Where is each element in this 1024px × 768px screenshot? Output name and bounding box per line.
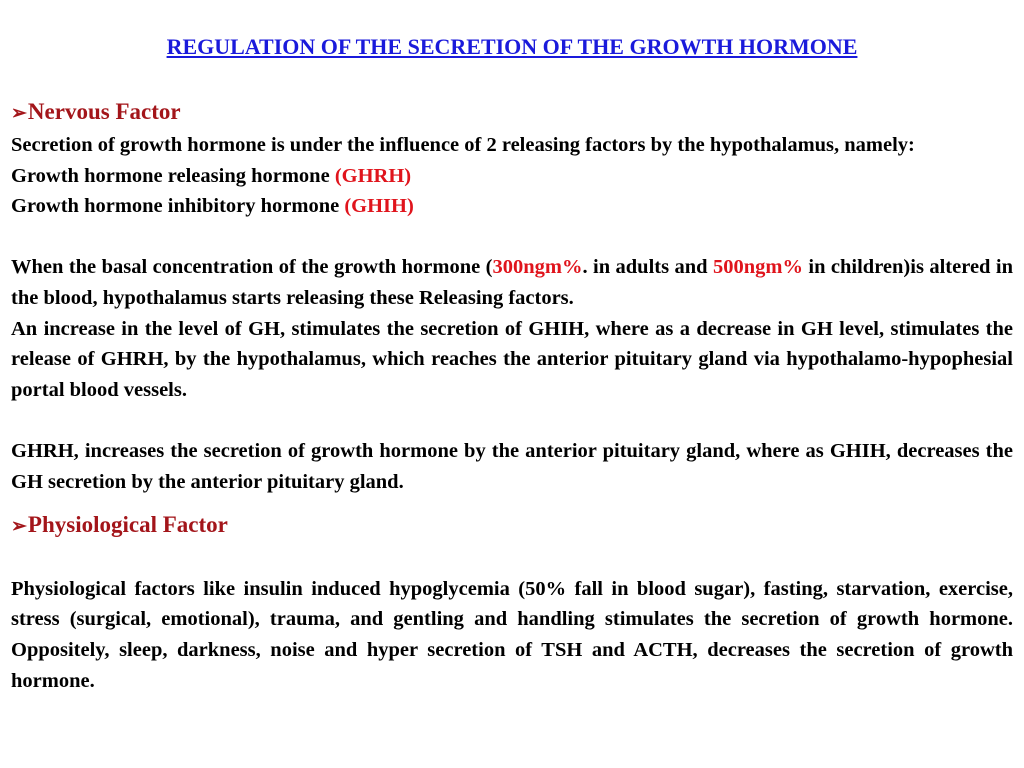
ghrh-abbreviation: (GHRH) [334,164,412,187]
nervous-paragraph-1: Secretion of growth hormone is under the influence of 2 releasing factors by the hypothalamus, namely: [11,134,915,156]
slide-title: REGULATION OF THE SECRETION OF THE GROWTH HORMONE [166,34,858,59]
spacer [11,543,1013,574]
spacer [11,497,1013,509]
physiological-factor-heading [11,509,1013,543]
para2-part-b: . in adults and [582,256,713,279]
ghih-abbreviation: (GHIH) [344,195,414,218]
spacer [11,222,1013,253]
nervous-paragraph-4: GHRH, increases the secretion of growth hormone by the anterior pituitary gland, where as GHIH, decreases the GH secretion by the anterior pituitary gland. [11,439,1013,493]
ghrh-line [11,161,1013,192]
ghrh-text: Growth hormone releasing hormone [11,164,335,187]
nervous-factor-heading-text: Nervous Factor [27,99,181,124]
adult-concentration-value: 300ngm% [492,256,583,279]
physiological-paragraph-1: Physiological factors like insulin induced hypoglycemia (50% fall in blood sugar), fasting, starvation, exercise, stress (surgical, emotional), trauma, and gentling and handling stimulates the secretion of growth hormone. Oppositely, sleep, darkness, noise and hyper secretion of TSH and ACTH, decreases the secretion of growth hormone. [11,577,1013,692]
para2-part-c: in children)is altered in the blood, hypothalamus starts releasing these Releasing factors. [11,256,1013,309]
para2-part-a: When the basal concentration of the growth hormone ( [11,256,493,279]
physiological-factor-heading-text: Physiological Factor [27,512,228,538]
nervous-paragraph-2 [11,252,1013,313]
nervous-paragraph-3: An increase in the level of GH, stimulates the secretion of GHIH, where as a decrease in GH level, stimulates the release of GHRH, by the hypothalamus, which reaches the anterior pituitary gland via hypothalamo-hypophesial portal blood vessels. [11,317,1013,401]
nervous-factor-heading [11,96,1013,130]
ghih-line [11,191,1013,222]
child-concentration-value: 500ngm% [712,256,803,279]
slide [11,32,1013,696]
spacer [11,405,1013,436]
arrow-bullet-icon: ➢ [11,516,27,538]
ghih-text: Growth hormone inhibitory hormone [11,195,345,218]
arrow-bullet-icon: ➢ [11,103,27,124]
